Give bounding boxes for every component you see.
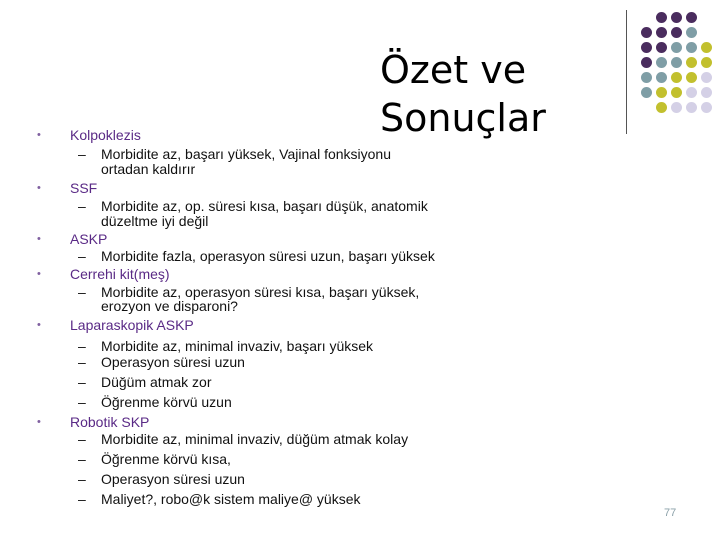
dash-icon: – <box>78 491 86 507</box>
decorative-dot <box>656 102 667 113</box>
list-item-detail <box>78 491 361 507</box>
list-item-detail <box>78 146 391 162</box>
decorative-dot <box>656 27 667 38</box>
decorative-dot <box>641 87 652 98</box>
bullet-icon: • <box>37 416 41 428</box>
detail-text: Operasyon süresi uzun <box>101 471 245 487</box>
decorative-dot <box>671 12 682 23</box>
title-line-2: Sonuçlar <box>380 96 546 140</box>
bullet-icon: • <box>37 233 41 245</box>
dash-icon: – <box>78 198 86 214</box>
detail-continuation: erozyon ve disparoni? <box>101 298 238 314</box>
list-item-heading: Kolpoklezis <box>70 127 141 143</box>
bullet-icon: • <box>37 129 41 141</box>
decorative-dot <box>686 42 697 53</box>
decorative-dot <box>701 102 712 113</box>
decorative-dot <box>671 72 682 83</box>
dash-icon: – <box>78 471 86 487</box>
dash-icon: – <box>78 146 86 162</box>
decorative-dot <box>641 42 652 53</box>
detail-text: Öğrenme körvü kısa, <box>101 451 231 467</box>
list-item-detail <box>78 431 408 447</box>
detail-text: Morbidite fazla, operasyon süresi uzun, başarı yüksek <box>101 248 435 264</box>
decorative-dot <box>671 87 682 98</box>
decorative-dot <box>641 57 652 68</box>
list-item-detail <box>78 394 232 410</box>
decorative-dot <box>701 57 712 68</box>
dash-icon: – <box>78 248 86 264</box>
decorative-dot <box>686 102 697 113</box>
detail-continuation: düzeltme iyi değil <box>101 213 209 229</box>
decorative-dot <box>701 42 712 53</box>
decorative-dot <box>656 57 667 68</box>
decorative-dot <box>671 57 682 68</box>
detail-text: Morbidite az, op. süresi kısa, başarı düşük, anatomik <box>101 198 428 214</box>
list-item-detail <box>78 451 231 467</box>
dash-icon: – <box>78 394 86 410</box>
detail-text: Morbidite az, minimal invaziv, düğüm atmak kolay <box>101 431 409 447</box>
list-item-detail <box>78 248 435 264</box>
title-line-1: Özet ve <box>380 48 527 92</box>
dash-icon: – <box>78 338 86 354</box>
decorative-dot <box>686 57 697 68</box>
dash-icon: – <box>78 354 86 370</box>
list-item-detail <box>78 338 373 354</box>
list-item-heading: Cerrehi kit(meş) <box>70 266 170 282</box>
dash-icon: – <box>78 284 86 300</box>
detail-text: Düğüm atmak zor <box>101 374 212 390</box>
list-item-detail <box>78 374 211 390</box>
detail-text: Operasyon süresi uzun <box>101 354 245 370</box>
decorative-dot <box>656 42 667 53</box>
decorative-dot <box>701 72 712 83</box>
title-divider-line <box>626 10 627 134</box>
decorative-dot <box>686 12 697 23</box>
detail-text: Maliyet?, robo@k sistem maliye@ yüksek <box>101 491 361 507</box>
decorative-dot <box>686 72 697 83</box>
list-item-detail <box>78 354 245 370</box>
dash-icon: – <box>78 431 86 447</box>
detail-text: Öğrenme körvü uzun <box>101 394 232 410</box>
page-number: 77 <box>664 507 677 519</box>
decorative-dot <box>686 27 697 38</box>
decorative-dot <box>656 87 667 98</box>
bullet-icon: • <box>37 182 41 194</box>
detail-continuation: ortadan kaldırır <box>101 161 196 177</box>
list-item-detail <box>78 198 428 214</box>
detail-text: Morbidite az, operasyon süresi kısa, başarı yüksek, <box>101 284 420 300</box>
bullet-icon: • <box>37 268 41 280</box>
page-title <box>380 46 620 142</box>
decorative-dot <box>701 87 712 98</box>
decorative-dot <box>641 27 652 38</box>
list-item-detail <box>78 471 245 487</box>
decorative-dot <box>656 12 667 23</box>
decorative-dot <box>671 42 682 53</box>
decorative-dot <box>641 72 652 83</box>
dash-icon: – <box>78 374 86 390</box>
decorative-dot <box>656 72 667 83</box>
list-item-heading: Laparaskopik ASKP <box>70 317 194 333</box>
decorative-dot <box>686 87 697 98</box>
decorative-dot <box>671 102 682 113</box>
dash-icon: – <box>78 451 86 467</box>
list-item-heading: SSF <box>70 180 98 196</box>
list-item-heading: ASKP <box>70 231 108 247</box>
list-item-heading: Robotik SKP <box>70 414 150 430</box>
decorative-dot <box>671 27 682 38</box>
detail-text: Morbidite az, minimal invaziv, başarı yüksek <box>101 338 374 354</box>
detail-text: Morbidite az, başarı yüksek, Vajinal fonksiyonu <box>101 146 391 162</box>
bullet-icon: • <box>37 319 41 331</box>
